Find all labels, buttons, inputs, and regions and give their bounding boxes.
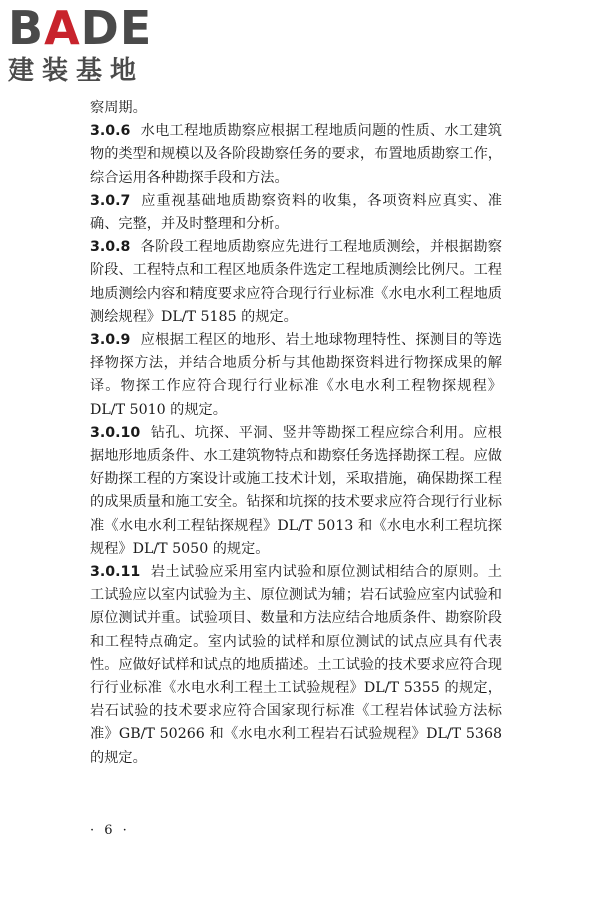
clause-3-0-6 [90, 120, 502, 190]
clause-text: 应根据工程区的地形、岩土地球物理特性、探测目的等选择物探方法，并结合地质分析与其他勘探资料进行物探成果的解译。物探工作应符合现行行业标准《水电水利工程物探规程》DL/T 5010 的规定。 [90, 332, 502, 418]
clause-number: 3.0.8 [90, 239, 131, 256]
logo-wordmark: BADE [8, 1, 153, 55]
clause-3-0-8 [90, 236, 502, 329]
clause-number: 3.0.6 [90, 123, 131, 140]
clause-3-0-11 [90, 561, 502, 770]
clause-number: 3.0.11 [90, 564, 141, 581]
clause-number: 3.0.10 [90, 424, 141, 441]
document-body [90, 97, 502, 770]
clause-number: 3.0.7 [90, 192, 131, 209]
clause-text: 钻孔、坑探、平洞、竖井等勘探工程应综合利用。应根据地形地质条件、水工建筑物特点和勘察任务选择勘探工程。应做好勘探工程的方案设计或施工技术计划，采取措施，确保勘探工程的成果质量和施工安全。钻探和坑探的技术要求应符合现行行业标准《水电水利工程钻探规程》DL/T 5013 和《水电水利工程坑探规程》DL/T 5050 的规定。 [90, 424, 502, 557]
clause-3-0-10 [90, 422, 502, 561]
clause-text: 岩土试验应采用室内试验和原位测试相结合的原则。土工试验应以室内试验为主、原位测试为辅；岩石试验应室内试验和原位测试并重。试验项目、数量和方法应结合地质条件、勘察阶段和工程特点确定。室内试验的试样和原位测试的试点应具有代表性。应做好试样和试点的地质描述。土工试验的技术要求应符合现行行业标准《水电水利工程土工试验规程》DL/T 5355 的规定，岩石试验的技术要求应符合国家现行标准《工程岩体试验方法标准》GB/T 50266 和《水电水利工程岩石试验规程》DL/T 5368 的规定。 [90, 564, 502, 766]
logo-subtitle: 建装基地 [8, 56, 145, 86]
bade-logo [8, 2, 178, 86]
page-number: · 6 · [90, 823, 130, 838]
clause-3-0-7 [90, 190, 502, 236]
clause-text: 各阶段工程地质勘察应先进行工程地质测绘，并根据勘察阶段、工程特点和工程区地质条件选定工程地质测绘比例尺。工程地质测绘内容和精度要求应符合现行行业标准《水电水利工程地质测绘规程》DL/T 5185 的规定。 [90, 239, 502, 325]
paragraph-continuation: 察周期。 [90, 100, 147, 116]
clause-number: 3.0.9 [90, 332, 131, 349]
clause-3-0-9 [90, 329, 502, 422]
clause-text: 应重视基础地质勘察资料的收集，各项资料应真实、准确、完整，并及时整理和分析。 [90, 192, 502, 233]
clause-text: 水电工程地质勘察应根据工程地质问题的性质、水工建筑物的类型和规模以及各阶段勘察任务的要求，布置地质勘察工作，综合运用各种勘探手段和方法。 [90, 123, 502, 186]
